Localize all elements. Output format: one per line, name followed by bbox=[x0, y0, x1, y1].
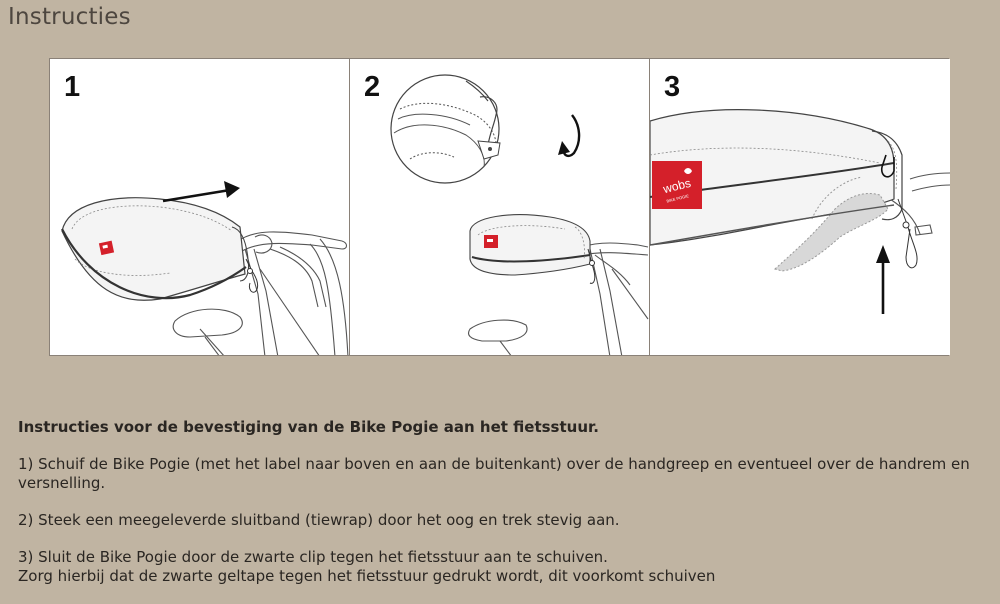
instruction-illustrations bbox=[49, 58, 949, 356]
instruction-step-3 bbox=[18, 548, 978, 586]
step-1-number: 1 bbox=[64, 71, 81, 103]
instruction-step-2: 2) Steek een meegeleverde sluitband (tiewrap) door het oog en trek stevig aan. bbox=[18, 511, 620, 529]
instruction-step-3-line-1: 3) Sluit de Bike Pogie door de zwarte clip tegen het fietsstuur aan te schuiven. bbox=[18, 548, 608, 566]
instructions-text bbox=[18, 418, 978, 604]
step-3-panel bbox=[650, 59, 950, 355]
step-1-panel bbox=[50, 59, 350, 355]
step-3-label-tagline: BIKE POGIE bbox=[665, 193, 690, 204]
step-3-number: 3 bbox=[664, 71, 681, 103]
step-2-illustration bbox=[350, 59, 650, 355]
step-2-number: 2 bbox=[364, 71, 381, 103]
instructions-heading: Instructies voor de bevestiging van de Bike Pogie aan het fietsstuur. bbox=[18, 418, 599, 436]
step-3-illustration bbox=[650, 59, 950, 355]
instruction-step-1: 1) Schuif de Bike Pogie (met het label naar boven en aan de buitenkant) over de handgreep en eventueel over de handrem en versnelling. bbox=[18, 455, 970, 492]
instruction-step-3-line-2: Zorg hierbij dat de zwarte geltape tegen het fietsstuur gedrukt wordt, dit voorkomt schuiven bbox=[18, 567, 716, 585]
step-2-panel bbox=[350, 59, 650, 355]
step-1-illustration bbox=[50, 59, 350, 355]
page-title: Instructies bbox=[8, 4, 131, 30]
step-3-label-brand: wobs bbox=[661, 175, 693, 197]
